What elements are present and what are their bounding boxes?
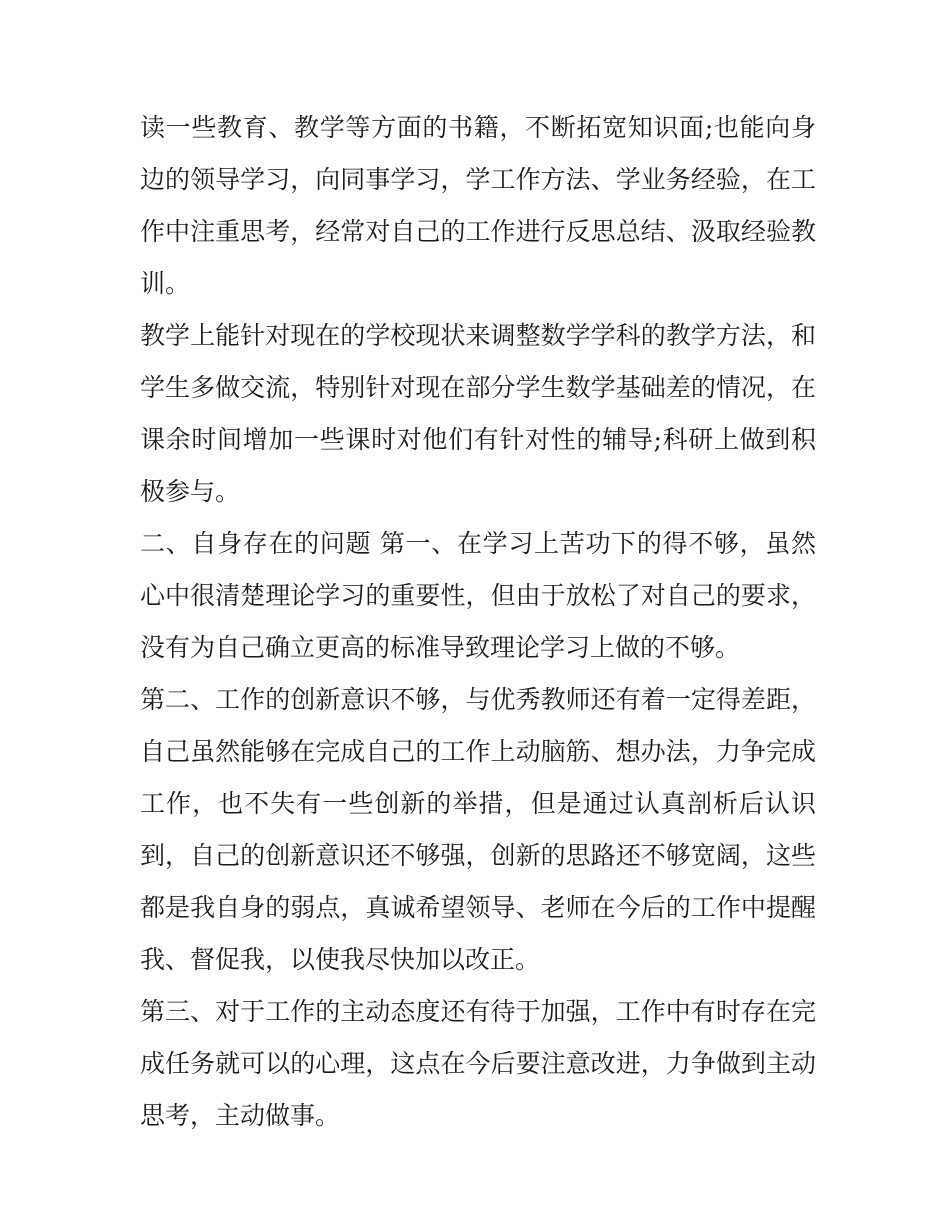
document-body [140, 102, 816, 1142]
paragraph-teaching-methods: 教学上能针对现在的学校现状来调整数学学科的教学方法，和学生多做交流，特别针对现在部分学生数学基础差的情况，在课余时间增加一些课时对他们有针对性的辅导;科研上做到积极参与。 [140, 321, 816, 506]
paragraph-problems-third: 第三、对于工作的主动态度还有待于加强，工作中有时存在完成任务就可以的心理，这点在今后要注意改进，力争做到主动思考，主动做事。 [140, 997, 816, 1130]
paragraph-problems-first: 二、自身存在的问题 第一、在学习上苦功下的得不够，虽然心中很清楚理论学习的重要性，但由于放松了对自己的要求，没有为自己确立更高的标准导致理论学习上做的不够。 [140, 529, 816, 662]
paragraph-reading-learning: 读一些教育、教学等方面的书籍，不断拓宽知识面;也能向身边的领导学习，向同事学习，学工作方法、学业务经验，在工作中注重思考，经常对自己的工作进行反思总结、汲取经验教训。 [140, 113, 816, 298]
paragraph-problems-second: 第二、工作的创新意识不够，与优秀教师还有着一定得差距，自己虽然能够在完成自己的工作上动脑筋、想办法，力争完成工作，也不失有一些创新的举措，但是通过认真剖析后认识到，自己的创新意识还不够强，创新的思路还不够宽阔，这些都是我自身的弱点，真诚希望领导、老师在今后的工作中提醒我、督促我，以使我尽快加以改正。 [140, 685, 816, 974]
